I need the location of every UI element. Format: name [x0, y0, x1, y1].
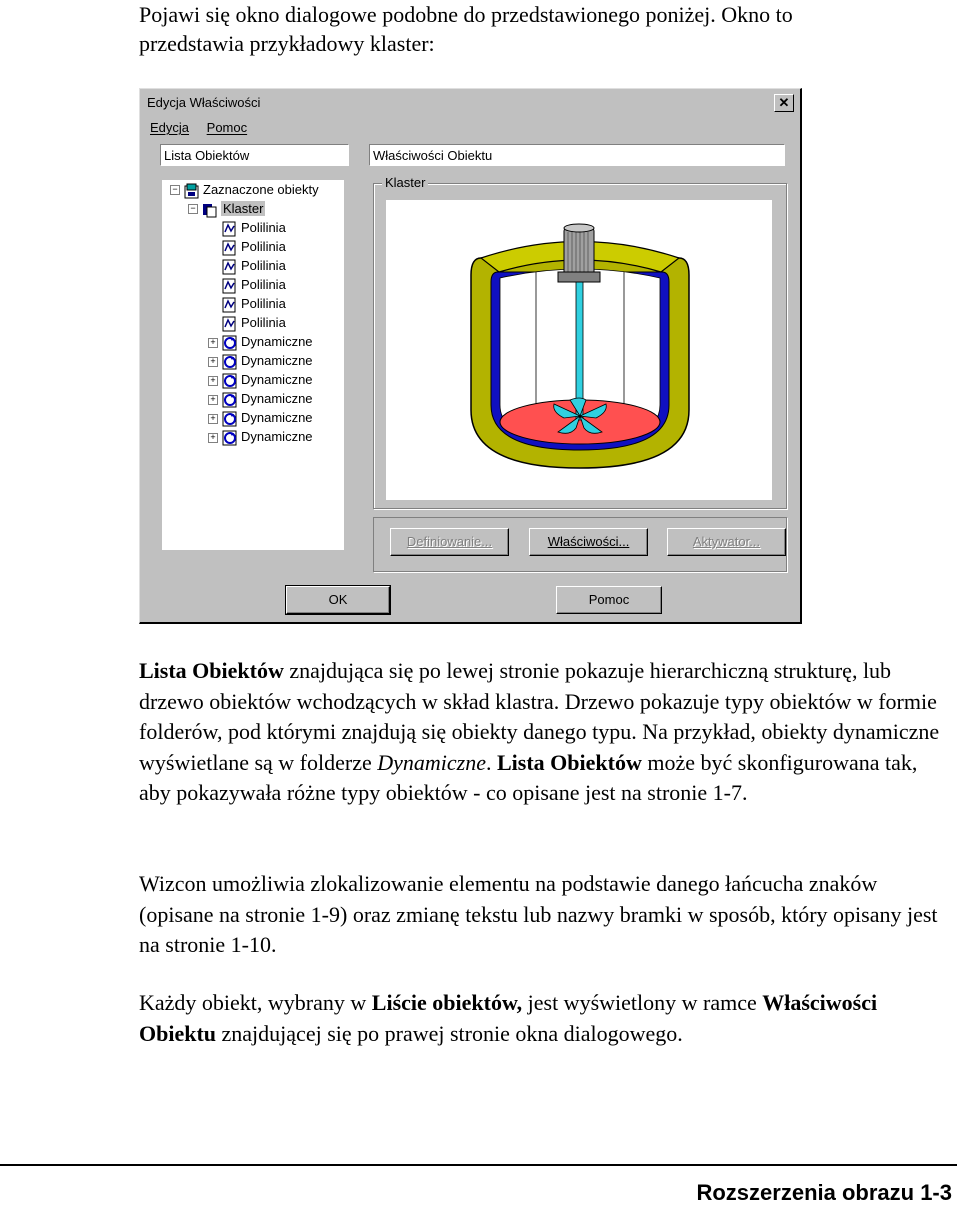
- tree-item-dynamic[interactable]: [222, 427, 313, 446]
- tree-label: Dynamiczne: [241, 353, 313, 368]
- expand-icon[interactable]: +: [208, 338, 218, 348]
- menu-help[interactable]: Pomoc: [206, 120, 248, 135]
- tree-item-dynamic[interactable]: [222, 389, 313, 408]
- properties-button[interactable]: [529, 528, 648, 556]
- expand-icon[interactable]: +: [208, 376, 218, 386]
- object-button-strip: [373, 517, 787, 572]
- dynamic-icon: [222, 373, 238, 389]
- tree-label: Dynamiczne: [241, 334, 313, 349]
- polyline-icon: [222, 278, 238, 294]
- object-tree[interactable]: [162, 180, 344, 550]
- ok-button[interactable]: [286, 586, 390, 614]
- mixer-motor: [558, 224, 600, 282]
- help-button-label: Pomoc: [588, 592, 630, 607]
- define-button[interactable]: [390, 528, 509, 556]
- cluster-preview: [386, 200, 772, 500]
- expand-icon[interactable]: +: [208, 414, 218, 424]
- object-list-label: Lista Obiektów: [160, 144, 349, 166]
- tree-label: Dynamiczne: [241, 429, 313, 444]
- polyline-icon: [222, 259, 238, 275]
- tree-label: Polilinia: [241, 239, 286, 254]
- menu-bar: [150, 120, 261, 135]
- footer-rule: [0, 1164, 957, 1166]
- properties-dialog: [139, 88, 802, 624]
- tree-item-dynamic[interactable]: [222, 408, 313, 427]
- tree-item-polyline[interactable]: [222, 256, 286, 275]
- activator-button[interactable]: [667, 528, 786, 556]
- polyline-icon: [222, 221, 238, 237]
- tree-label: Polilinia: [241, 296, 286, 311]
- term-object-properties: Właściwości Obiektu: [139, 990, 878, 1046]
- tree-item-polyline[interactable]: [222, 294, 286, 313]
- collapse-icon[interactable]: −: [188, 204, 198, 214]
- term-object-list: Lista Obiektów: [139, 658, 284, 683]
- tree-label: Dynamiczne: [241, 410, 313, 425]
- object-properties-label: Właściwości Obiektu: [369, 144, 785, 166]
- expand-icon[interactable]: +: [208, 357, 218, 367]
- paragraph-object-list: [139, 656, 949, 809]
- term-object-list: Liście obiektów,: [371, 990, 523, 1015]
- tree-item-polyline[interactable]: [222, 313, 286, 332]
- intro-line-2: przedstawia przykładowy klaster:: [139, 31, 435, 56]
- paragraph-text: znajdującej się po prawej stronie okna dialogowego.: [216, 1020, 683, 1046]
- polyline-icon: [222, 297, 238, 313]
- tree-label: Klaster: [223, 201, 264, 216]
- tree-label: Dynamiczne: [241, 391, 313, 406]
- tree-label: Dynamiczne: [241, 372, 313, 387]
- tree-item-cluster[interactable]: [202, 199, 265, 218]
- page-footer: Rozszerzenia obrazu 1-3: [696, 1180, 952, 1205]
- menu-edit[interactable]: Edycja: [150, 120, 190, 135]
- term-object-list: Lista Obiektów: [497, 749, 642, 775]
- dynamic-icon: [222, 430, 238, 446]
- folder-name: Dynamiczne: [377, 749, 486, 775]
- tree-label: Polilinia: [241, 220, 286, 235]
- tree-item-polyline[interactable]: [222, 218, 286, 237]
- dynamic-icon: [222, 411, 238, 427]
- activator-button-label: Aktywator...: [692, 534, 761, 549]
- tree-label: Zaznaczone obiekty: [203, 182, 319, 197]
- paragraph-selected-object: [139, 988, 949, 1049]
- mixer-shaft: [576, 270, 583, 420]
- intro-text: [139, 0, 939, 58]
- cluster-groupbox: [373, 175, 787, 509]
- mixing-tank-illustration: [386, 200, 772, 500]
- cluster-icon: [202, 202, 218, 218]
- tree-item-dynamic[interactable]: [222, 370, 313, 389]
- paragraph-text: może być skonfigurowana tak, aby pokazywała różne typy obiektów - co opisane jest na stronie 1-7.: [139, 749, 918, 805]
- tree-item-root[interactable]: [184, 180, 319, 199]
- intro-line-1: Pojawi się okno dialogowe podobne do przedstawionego poniżej. Okno to: [139, 2, 793, 27]
- tree-item-dynamic[interactable]: [222, 351, 313, 370]
- paragraph-text: .: [486, 749, 497, 775]
- paragraph-text: jest wyświetlony w ramce: [522, 990, 763, 1015]
- paragraph-text: znajdująca się po lewej stronie pokazuje hierarchiczną strukturę, lub drzewo obiektów wchodzących w skład klastra. Drzewo pokazuje typy obiektów w formie folderów, pod którymi znajdują się obiekty danego typu. Na przykład, obiekty dynamiczne wyświetlane są w folderze: [139, 658, 940, 775]
- expand-icon[interactable]: +: [208, 433, 218, 443]
- dynamic-icon: [222, 392, 238, 408]
- tree-label: Polilinia: [241, 277, 286, 292]
- collapse-icon[interactable]: −: [170, 185, 180, 195]
- paragraph-wizcon: Wizcon umożliwia zlokalizowanie elementu na podstawie danego łańcucha znaków (opisane na stronie 1-9) oraz zmianę tekstu lub nazwy bramki w sposób, który opisany jest na stronie 1-10.: [139, 871, 938, 957]
- help-button[interactable]: [556, 586, 662, 614]
- paragraph-text: Każdy obiekt, wybrany w: [139, 990, 372, 1015]
- polyline-icon: [222, 316, 238, 332]
- polyline-icon: [222, 240, 238, 256]
- ok-button-label: OK: [328, 592, 348, 607]
- dynamic-icon: [222, 335, 238, 351]
- tree-label: Polilinia: [241, 315, 286, 330]
- tree-item-polyline[interactable]: [222, 237, 286, 256]
- expand-icon[interactable]: +: [208, 395, 218, 405]
- dialog-title: Edycja Właściwości: [147, 95, 261, 110]
- selection-folder-icon: [184, 183, 200, 199]
- tree-item-dynamic[interactable]: [222, 332, 313, 351]
- define-button-label: Definiowanie...: [406, 534, 493, 549]
- properties-button-label: Właściwości...: [547, 534, 630, 549]
- dialog-titlebar: [143, 92, 797, 114]
- tree-label: Polilinia: [241, 258, 286, 273]
- dynamic-icon: [222, 354, 238, 370]
- tree-item-polyline[interactable]: [222, 275, 286, 294]
- close-icon[interactable]: ✕: [774, 94, 794, 112]
- cluster-group-label: Klaster: [382, 175, 428, 190]
